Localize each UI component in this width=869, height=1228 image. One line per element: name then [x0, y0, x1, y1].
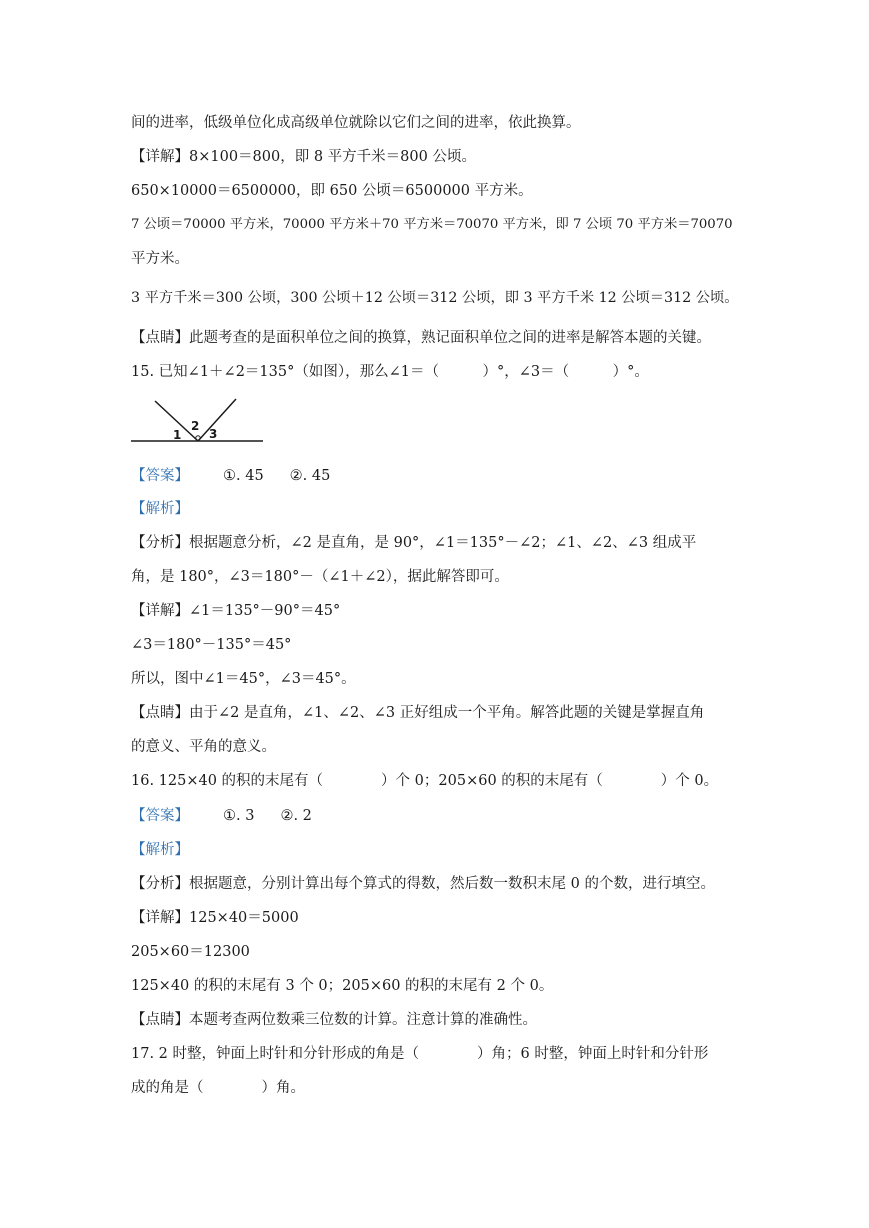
text-line: 的意义、平角的意义。 [131, 739, 276, 755]
question-17-cont: 成的角是（ ）角。 [131, 1080, 305, 1096]
text-line: 【点睛】此题考查的是面积单位之间的换算，熟记面积单位之间的进率是解答本题的关键。 [131, 330, 711, 346]
text-line: 【分析】根据题意，分别计算出每个算式的得数，然后数一数积末尾 0 的个数，进行填空。 [131, 876, 715, 892]
text-line: 所以，图中∠1＝45°，∠3＝45°。 [131, 671, 356, 687]
answer-tag: 【答案】 [131, 468, 189, 484]
answer-1: ①. 45 [223, 468, 264, 484]
analysis-tag: 【解析】 [131, 842, 189, 858]
text-line: 【详解】∠1＝135°－90°＝45° [131, 603, 341, 619]
text-line: 205×60＝12300 [131, 944, 250, 960]
text-line: 3 平方千米＝300 公顷，300 公顷＋12 公顷＝312 公顷，即 3 平方千米 12 公顷＝312 公顷。 [131, 290, 739, 306]
answer-tag: 【答案】 [131, 808, 189, 824]
answer-line-16 [131, 806, 741, 826]
angle-label-2: 2 [191, 419, 200, 433]
right-angle-mark [196, 436, 200, 440]
text-line: 【分析】根据题意分析，∠2 是直角，是 90°，∠1＝135°－∠2；∠1、∠2、∠3 组成平 [131, 535, 697, 551]
text-line: 7 公顷＝70000 平方米，70000 平方米＋70 平方米＝70070 平方米，即 7 公顷 70 平方米＝70070 [131, 217, 733, 232]
text-line: 125×40 的积的末尾有 3 个 0；205×60 的积的末尾有 2 个 0。 [131, 978, 554, 994]
angle-label-3: 3 [209, 427, 218, 441]
text-line: 【详解】8×100＝800，即 8 平方千米＝800 公顷。 [131, 149, 476, 165]
analysis-tag: 【解析】 [131, 501, 189, 517]
text-line: 间的进率，低级单位化成高级单位就除以它们之间的进率，依此换算。 [131, 115, 581, 131]
text-line: 角，是 180°，∠3＝180°－（∠1＋∠2），据此解答即可。 [131, 569, 509, 585]
answer-line-15 [131, 466, 741, 486]
answer-1: ①. 3 [223, 808, 255, 824]
text-line: ∠3＝180°－135°＝45° [131, 637, 292, 653]
text-line: 【详解】125×40＝5000 [131, 910, 299, 926]
question-17: 17. 2 时整，钟面上时针和分针形成的角是（ ）角；6 时整，钟面上时针和分针形 [131, 1046, 709, 1062]
text-line: 650×10000＝6500000，即 650 公顷＝6500000 平方米。 [131, 183, 533, 199]
text-line: 【点睛】由于∠2 是直角，∠1、∠2、∠3 正好组成一个平角。解答此题的关键是掌握直角 [131, 705, 705, 721]
answer-2: ②. 45 [289, 468, 331, 484]
question-15: 15. 已知∠1＋∠2＝135°（如图），那么∠1＝（ ）°，∠3＝（ ）°。 [131, 364, 649, 380]
angle-label-1: 1 [173, 428, 182, 442]
text-line: 【点睛】本题考查两位数乘三位数的计算。注意计算的准确性。 [131, 1012, 537, 1028]
angle-figure [131, 396, 265, 446]
text-line: 平方米。 [131, 251, 189, 267]
question-16: 16. 125×40 的积的末尾有（ ）个 0；205×60 的积的末尾有（ ）个 0。 [131, 773, 719, 789]
answer-2: ②. 2 [280, 808, 312, 824]
